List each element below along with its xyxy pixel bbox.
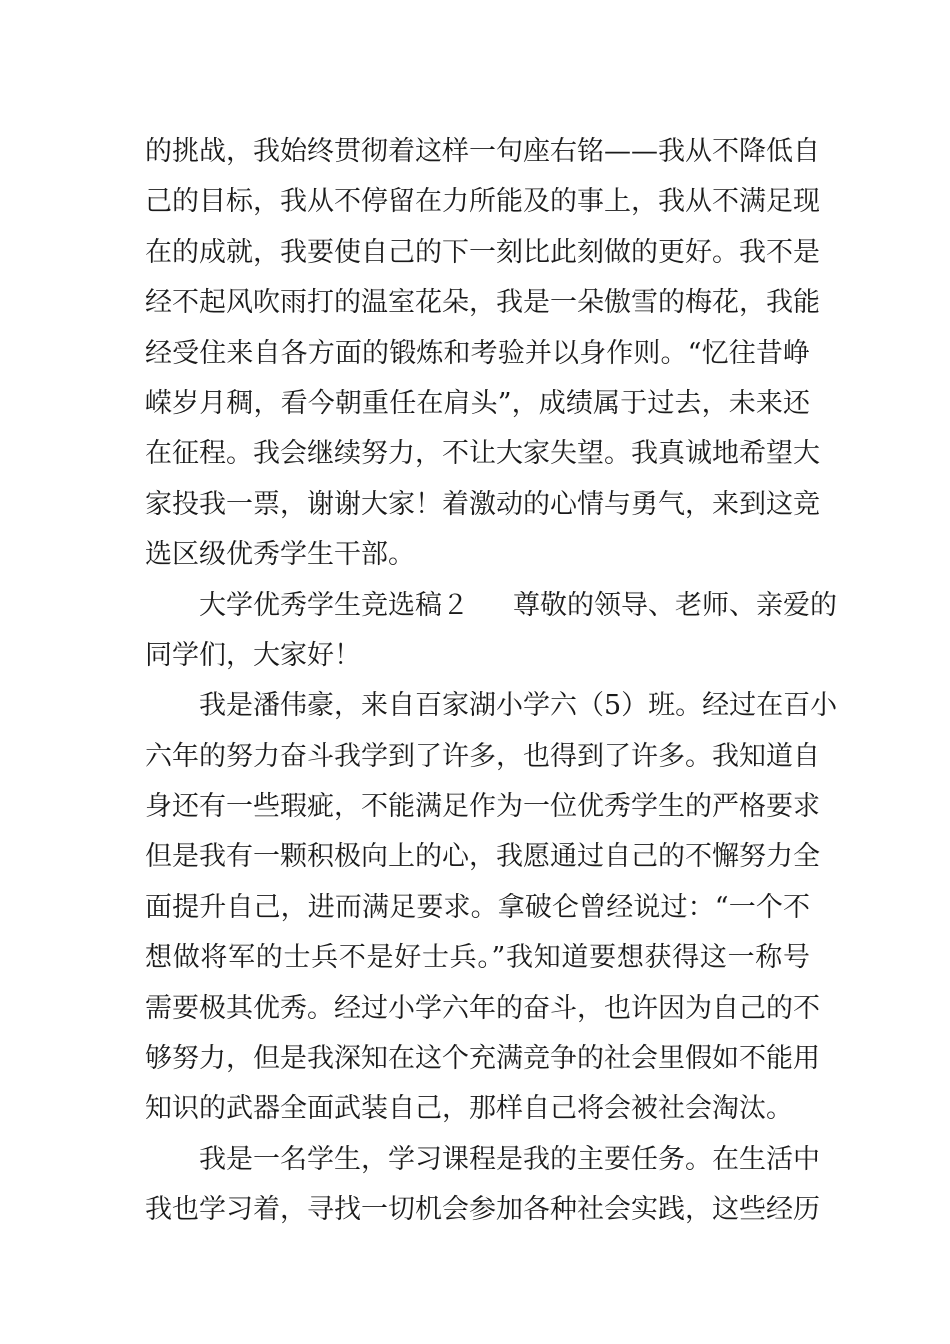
- text-line: 知识的武器全面武装自己，那样自己将会被社会淘汰。: [145, 1093, 793, 1125]
- paragraph: [145, 581, 837, 682]
- text-line: 我是一名学生，学习课程是我的主要任务。在生活中: [199, 1143, 820, 1175]
- paragraph: [145, 681, 838, 1135]
- text-line: 嵘岁月稠，看今朝重任在肩头”，成绩属于过去，未来还: [145, 387, 810, 419]
- text-line: 需要极其优秀。经过小学六年的奋斗，也许因为自己的不: [145, 992, 820, 1024]
- text-line: 我也学习着，寻找一切机会参加各种社会实践，这些经历: [145, 1194, 820, 1226]
- document-body: [145, 127, 838, 1236]
- text-line: 六年的努力奋斗我学到了许多，也得到了许多。我知道自: [145, 740, 820, 772]
- section-title: 大学优秀学生竞选稿２: [199, 589, 469, 621]
- text-line: 家投我一票，谢谢大家！着激动的心情与勇气，来到这竞: [145, 488, 820, 520]
- text-line: 选区级优秀学生干部。: [145, 539, 415, 571]
- text-line: 的挑战，我始终贯彻着这样一句座右铭——我从不降低自: [145, 136, 820, 167]
- text-line: 身还有一些瑕疵，不能满足作为一位优秀学生的严格要求: [145, 791, 820, 823]
- text-line: 同学们，大家好！: [145, 639, 361, 671]
- text-line: 够努力，但是我深知在这个充满竞争的社会里假如不能用: [145, 1043, 820, 1075]
- text-line: 想做将军的士兵不是好士兵。”我知道要想获得这一称号: [145, 942, 810, 974]
- paragraph: [145, 1135, 820, 1236]
- text-line: 但是我有一颗积极向上的心，我愿通过自己的不懈努力全: [145, 841, 820, 873]
- greeting-text: 尊敬的领导、老师、亲爱的: [513, 589, 837, 621]
- text-line: 经不起风吹雨打的温室花朵，我是一朵傲雪的梅花，我能: [145, 287, 820, 319]
- text-line: 我是潘伟豪，来自百家湖小学六（5）班。经过在百小: [199, 690, 838, 722]
- text-line: 在的成就，我要使自己的下一刻比此刻做的更好。我不是: [145, 236, 820, 268]
- paragraph: [145, 127, 820, 581]
- text-line: 面提升自己，进而满足要求。拿破仑曾经说过：“一个不: [145, 891, 810, 923]
- text-line: 在征程。我会继续努力，不让大家失望。我真诚地希望大: [145, 438, 820, 470]
- title-line: [145, 581, 837, 631]
- text-line: 己的目标，我从不停留在力所能及的事上，我从不满足现: [145, 186, 820, 218]
- text-line: 经受住来自各方面的锻炼和考验并以身作则。“忆往昔峥: [145, 337, 810, 369]
